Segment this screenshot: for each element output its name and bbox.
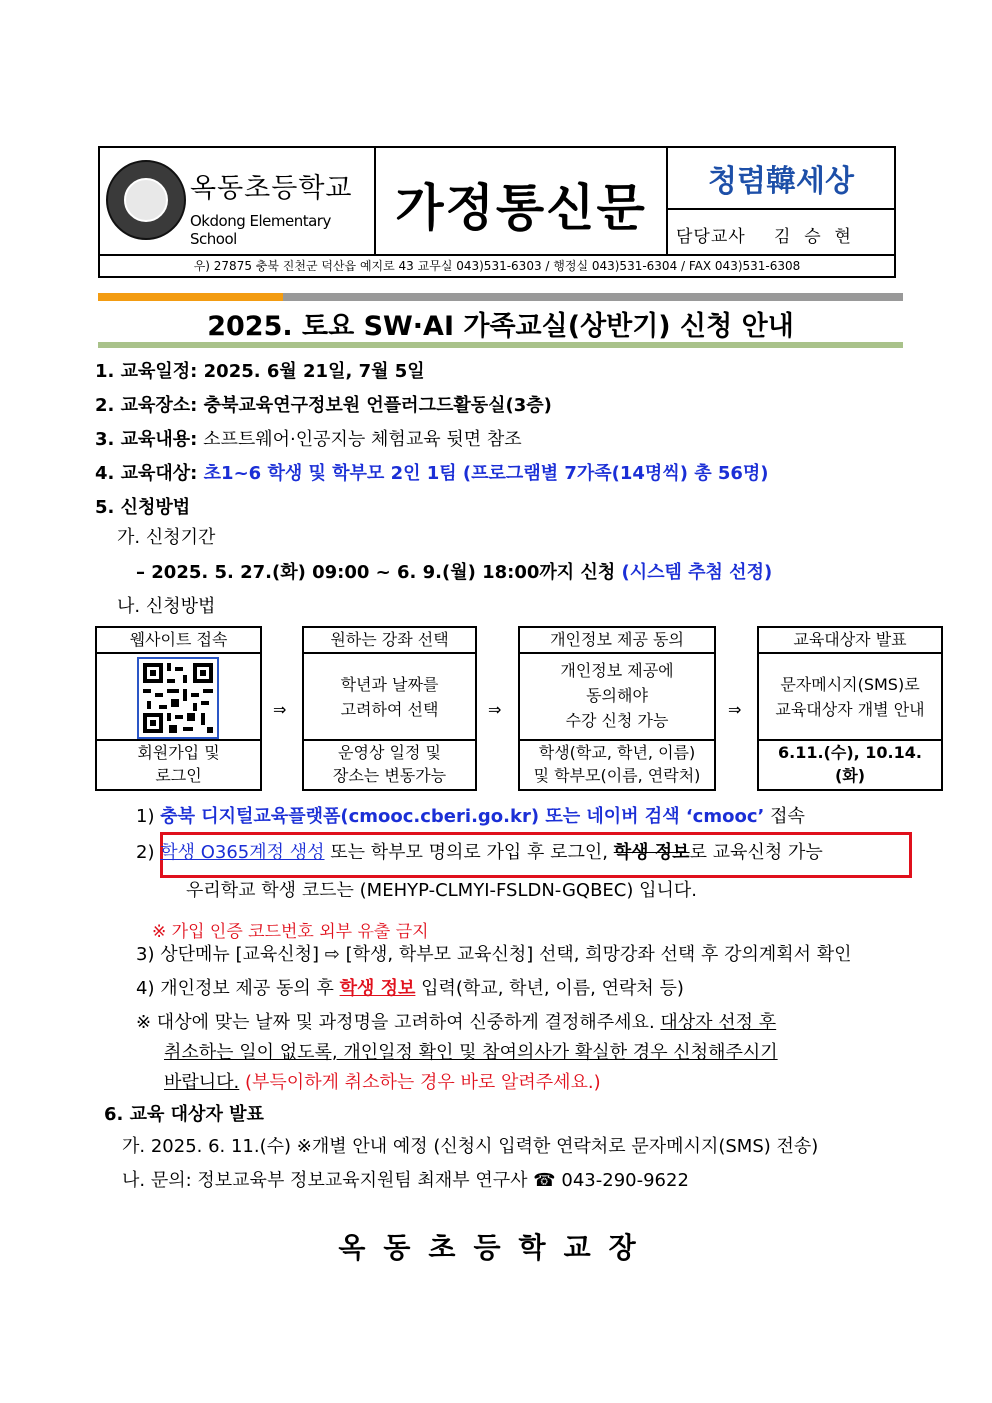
qr-code-icon[interactable] — [137, 657, 219, 739]
item-target-text: 초1~6 학생 및 학부모 2인 1팀 (프로그램별 7가족(14명씩) 총 56명) — [197, 463, 769, 484]
method-how-label: 나. 신청방법 — [117, 596, 216, 617]
step-footer — [97, 739, 260, 789]
item-content — [95, 425, 522, 451]
step-footer — [520, 739, 714, 789]
method-period-label: 가. 신청기간 — [117, 527, 216, 548]
arrow-icon: ⇒ — [488, 700, 502, 719]
note-2-tail: 로 교육신청 가능 — [689, 842, 823, 863]
headline-bar-orange — [98, 293, 283, 301]
step-announce — [757, 626, 943, 791]
step-footer-text: 6.11.(수), 10.14. (화) — [778, 743, 922, 785]
school-cell — [100, 148, 376, 254]
title-cell — [376, 148, 668, 254]
headline: 2025. 토요 SW·AI 가족교실(상반기) 신청 안내 — [207, 311, 794, 342]
note-2-num: 2) — [136, 842, 155, 863]
step-course — [302, 626, 477, 791]
step-middle: 개인정보 제공에 동의해야 수강 신청 가능 — [560, 661, 674, 730]
step-footer — [304, 739, 475, 789]
caution-line-1 — [136, 1008, 776, 1034]
caution-red: (부득이하게 취소하는 경우 바로 알려주세요.) — [239, 1072, 601, 1093]
newsletter-title: 가정통신문 — [395, 179, 647, 237]
slogan-cell — [668, 148, 894, 254]
headline-bar-green — [98, 342, 903, 348]
arrow-icon: ⇒ — [273, 700, 287, 719]
step-middle: 문자메시지(SMS)로 교육대상자 개별 안내 — [775, 675, 925, 719]
caution-a: ※ 대상에 맞는 날짜 및 과정명을 고려하여 신중하게 결정해주세요. — [136, 1012, 661, 1033]
note-2-text: 또는 학부모 명의로 가입 후 로그인, — [324, 842, 614, 863]
step-website — [95, 626, 262, 791]
note-1-tail: 접속 — [764, 806, 805, 827]
step-footer-text: 운영상 일정 및 장소는 변동가능 — [332, 743, 447, 785]
step-middle: 학년과 날짜를 고려하여 선택 — [340, 675, 439, 719]
note-1-num: 1) — [136, 806, 155, 827]
letterhead-row — [100, 148, 894, 256]
integrity-slogan-logo: 청렴韓세상 — [708, 164, 854, 199]
item-location: 2. 교육장소: 충북교육연구정보원 언플러그드활동실(3층) — [95, 395, 552, 416]
caution-line-2: 취소하는 일이 없도록, 개인일정 확인 및 참여의사가 확실한 경우 신청해주시기 — [164, 1042, 778, 1063]
step-footer-text: 회원가입 및 로그인 — [137, 743, 220, 785]
step-title: 원하는 강좌 선택 — [304, 628, 475, 654]
section-6-title: 6. 교육 대상자 발표 — [104, 1104, 264, 1125]
letterhead — [98, 146, 896, 278]
note-2 — [136, 838, 823, 864]
caution-line-3 — [164, 1068, 601, 1094]
period-note: (시스템 추첨 선정) — [615, 562, 773, 583]
item-method: 5. 신청방법 — [95, 497, 191, 518]
method-period — [136, 558, 772, 584]
section-6-a: 가. 2025. 6. 11.(수) ※개별 안내 예정 (신청시 입력한 연락처로 문자메시지(SMS) 전송) — [122, 1136, 819, 1157]
principal-signature: 옥동초등학교장 — [338, 1231, 654, 1264]
item-schedule: 1. 교육일정: 2025. 6월 21일, 7월 5일 — [95, 361, 425, 382]
note-4 — [136, 974, 684, 1000]
school-address: 우) 27875 충북 진천군 덕산읍 예지로 43 교무실 043)531-6303 / 행정실 043)531-6304 / FAX 043)531-6308 — [193, 259, 801, 273]
arrow-icon: ⇒ — [728, 700, 742, 719]
school-seal-icon — [106, 160, 186, 240]
step-title: 교육대상자 발표 — [759, 628, 941, 654]
cmooc-link[interactable]: 충북 디지털교육플랫폼(cmooc.cberi.go.kr) 또는 네이버 검색 ‘cmooc’ — [160, 806, 765, 827]
step-footer-text: 학생(학교, 학년, 이름) 및 학부모(이름, 연락처) — [533, 743, 701, 785]
headline-bar-gray — [283, 293, 903, 301]
note-4-red: 학생 정보 — [339, 978, 416, 999]
step-title: 개인정보 제공 동의 — [520, 628, 714, 654]
note-4-a: 4) 개인정보 제공 동의 후 — [136, 978, 340, 999]
item-target-label: 4. 교육대상: — [95, 463, 198, 484]
school-name-ko: 옥동초등학교 — [190, 173, 353, 204]
note-1 — [136, 802, 805, 828]
code-warning: ※ 가입 인증 코드번호 외부 유출 금지 — [152, 922, 429, 942]
student-code: 우리학교 학생 코드는 (MEHYP-CLMYI-FSLDN-GQBEC) 입니다. — [186, 880, 697, 901]
item-content-text: 소프트웨어·인공지능 체험교육 뒷면 참조 — [197, 429, 522, 450]
school-name-en: Okdong Elementary School — [190, 212, 331, 248]
section-6-b: 나. 문의: 정보교육부 정보교육지원팀 최재부 연구사 ☎ 043-290-9622 — [122, 1170, 689, 1191]
teacher-label: 담당교사 — [676, 227, 746, 247]
note-2-strike: 학생 정보 — [613, 842, 690, 863]
teacher-name: 김 승 현 — [774, 227, 852, 247]
step-title: 웹사이트 접속 — [97, 628, 260, 654]
caution-u1: 대상자 선정 후 — [660, 1012, 777, 1033]
teacher-info — [668, 208, 894, 254]
step-consent — [518, 626, 716, 791]
item-target — [95, 459, 769, 485]
period-text: – 2025. 5. 27.(화) 09:00 ~ 6. 9.(월) 18:00까지 신청 — [136, 562, 616, 583]
note-3: 3) 상단메뉴 [교육신청] ⇨ [학생, 학부모 교육신청] 선택, 희망강좌 선택 후 강의계획서 확인 — [136, 944, 852, 965]
o365-account-link[interactable]: 학생 O365계정 생성 — [160, 842, 325, 863]
caution-u3: 바랍니다. — [164, 1072, 240, 1093]
step-footer — [759, 739, 941, 789]
note-4-b: 입력(학교, 학년, 이름, 연락처 등) — [415, 978, 684, 999]
item-content-label: 3. 교육내용: — [95, 429, 198, 450]
